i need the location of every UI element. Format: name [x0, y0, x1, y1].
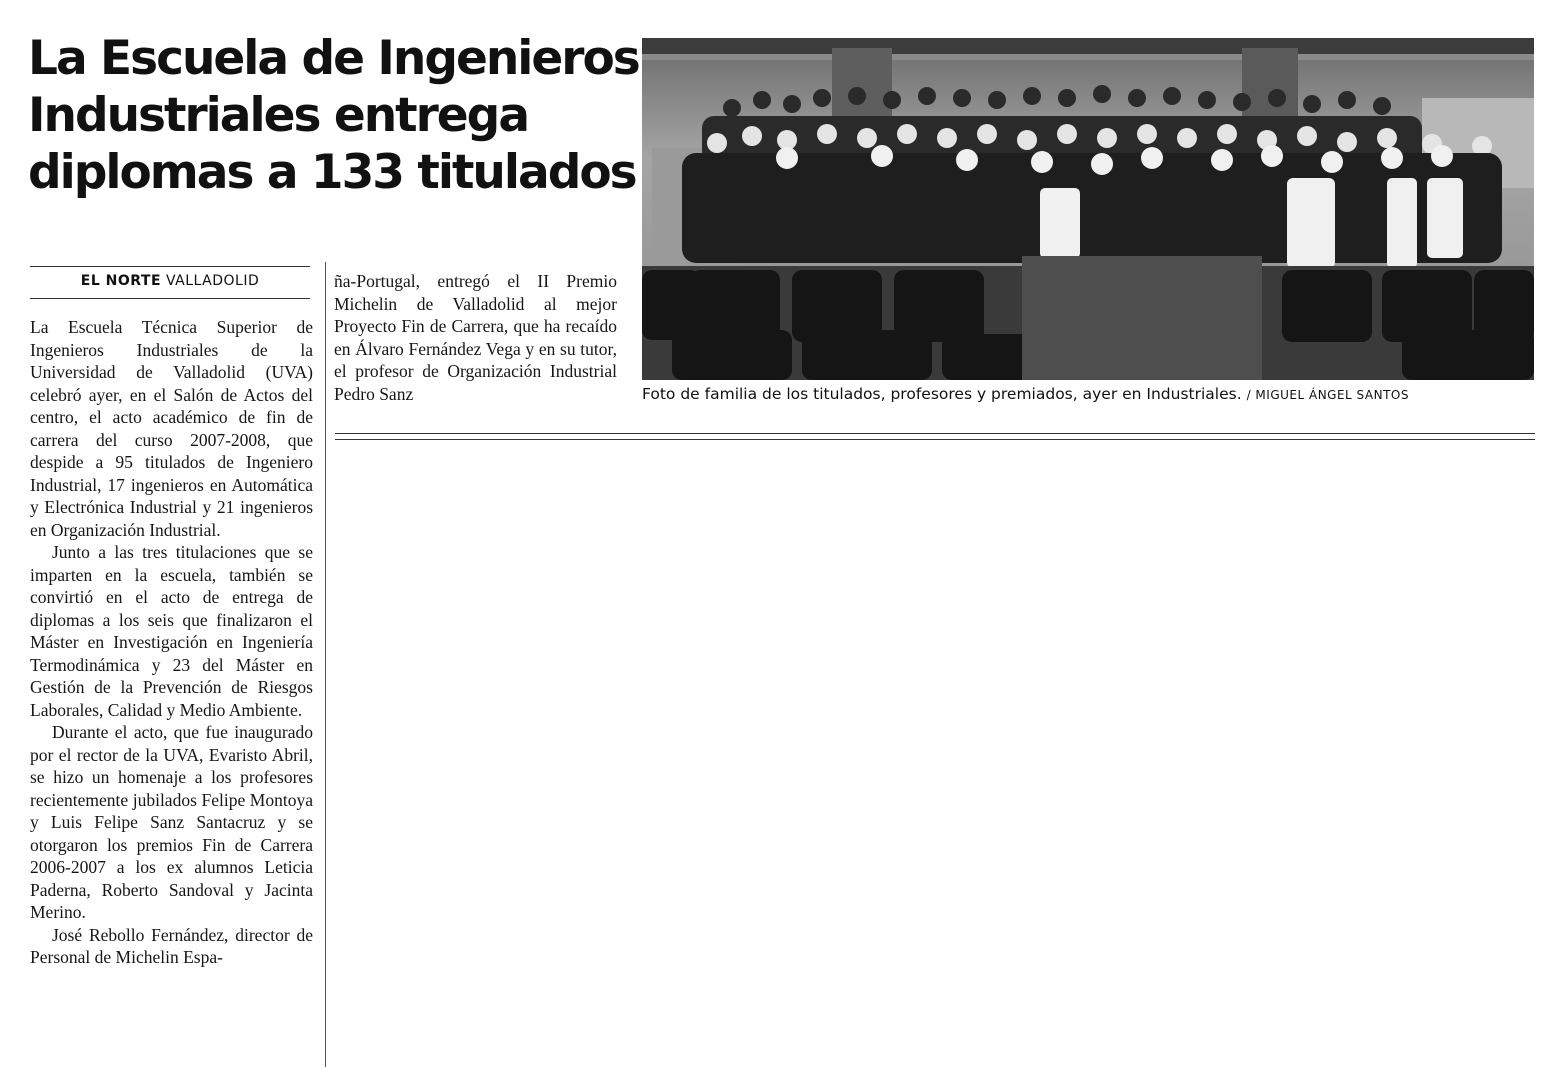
headline-line-3: diplomas a 133 titulados: [28, 145, 636, 200]
photo-caption: [642, 385, 1534, 403]
headline: [28, 30, 639, 201]
byline-city: VALLADOLID: [165, 273, 260, 289]
paragraph-2: Junto a las tres titulaciones que se imparten en la escuela, también se convirtió en el acto de entrega de diplomas a los seis que finalizaron el Máster en Investigación en Ingeniería Termodinámica y 23 del Máster en Gestión de la Prevención de Riesgos Laborales, Calidad y Medio Ambiente.: [30, 542, 313, 720]
column-divider: [325, 262, 326, 1067]
group-photo: [642, 38, 1534, 380]
byline-top-rule: [30, 266, 310, 267]
photo-credit: / MIGUEL ÁNGEL SANTOS: [1246, 388, 1409, 402]
paragraph-1: La Escuela Técnica Superior de Ingenieros Industriales de la Universidad de Valladolid (UVA) celebró ayer, en el Salón de Actos del centro, el acto académico de fin de carrera del curso 2007-2008, que despide a 95 titulados de Ingeniero Industrial, 17 ingenieros en Automática y Electrónica Industrial y 21 ingenieros en Organización Industrial.: [30, 317, 313, 540]
headline-line-1: La Escuela de Ingenieros: [28, 31, 639, 86]
article-column-2: [334, 270, 617, 405]
bottom-rule-2: [335, 439, 1535, 440]
group-photo-illustration: [642, 38, 1534, 380]
paragraph-3: Durante el acto, que fue inaugurado por el rector de la UVA, Evaristo Abril, se hizo un homenaje a los profesores recientemente jubilados Felipe Montoya y Luis Felipe Sanz Santacruz y se otorgaron los premios Fin de Carrera 2006-2007 a los ex alumnos Leticia Paderna, Roberto Sandoval y Jacinta Merino.: [30, 722, 313, 922]
paragraph-5: ña-Portugal, entregó el II Premio Michelin de Valladolid al mejor Proyecto Fin de Carrera, que ha recaído en Álvaro Fernández Vega y en su tutor, el profesor de Organización Industrial Pedro Sanz: [334, 271, 617, 404]
headline-line-2: Industriales entrega: [28, 88, 529, 143]
bottom-rule-1: [335, 433, 1535, 434]
byline-bottom-rule: [30, 298, 310, 299]
byline: [30, 273, 310, 289]
article-column-1: [30, 316, 313, 969]
byline-paper: EL NORTE: [80, 273, 162, 289]
photo-caption-text: Foto de familia de los titulados, profesores y premiados, ayer en Industriales.: [642, 385, 1242, 403]
paragraph-4: José Rebollo Fernández, director de Personal de Michelin Espa-: [30, 924, 313, 967]
